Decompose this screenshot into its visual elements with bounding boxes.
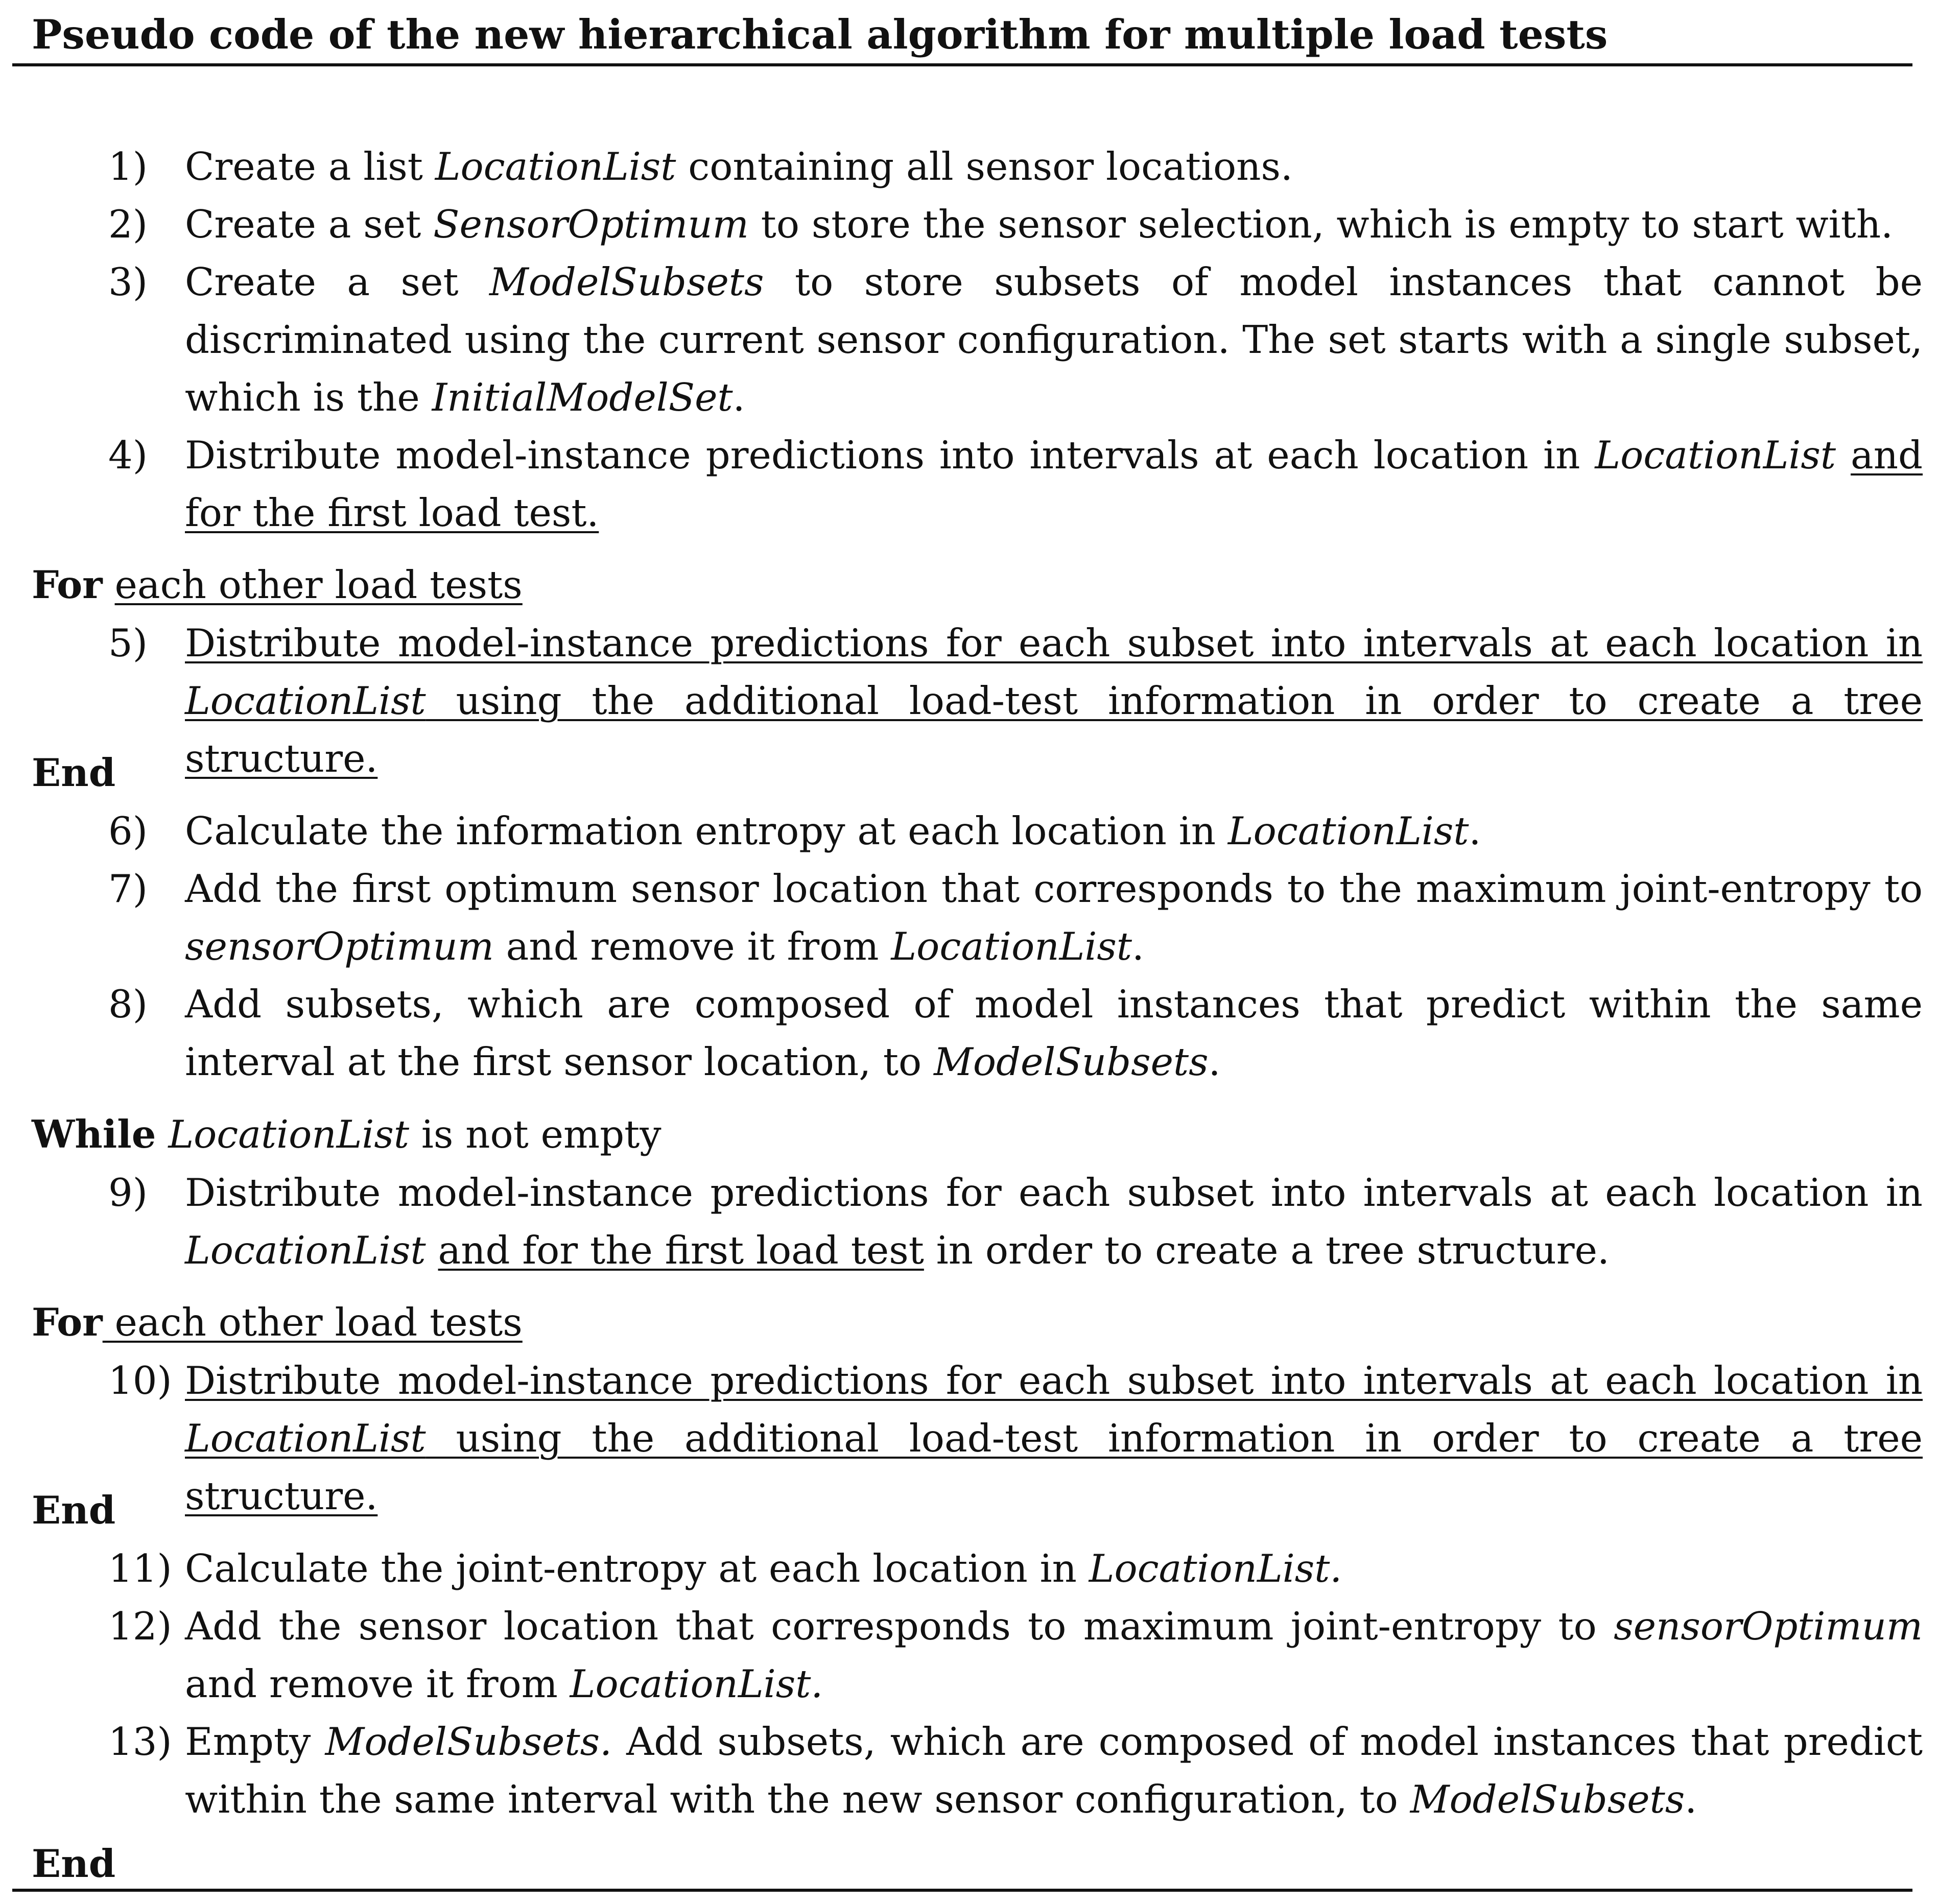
step-3 bbox=[0, 253, 1938, 426]
step-number: 7) bbox=[108, 866, 148, 911]
steps-block-3 bbox=[0, 802, 1938, 1091]
top-rule bbox=[12, 63, 1912, 66]
steps-block-6 bbox=[0, 1540, 1938, 1828]
step-text: Create a list LocationList containing all sensor locations. bbox=[185, 144, 1293, 189]
step-number: 8) bbox=[108, 982, 148, 1027]
step-5 bbox=[0, 614, 1938, 788]
steps-block-2 bbox=[0, 614, 1938, 788]
step-number: 2) bbox=[108, 202, 148, 247]
step-number: 1) bbox=[108, 144, 148, 189]
step-number: 9) bbox=[108, 1170, 148, 1215]
end-keyword-3: End bbox=[32, 1841, 116, 1886]
step-9 bbox=[0, 1164, 1938, 1279]
step-text: Add subsets, which are composed of model instances that predict within the same interval at the first sensor location, to ModelSubsets. bbox=[185, 982, 1923, 1084]
step-number: 12) bbox=[108, 1604, 172, 1649]
step-text: Calculate the information entropy at each location in LocationList. bbox=[185, 808, 1481, 853]
steps-block-4 bbox=[0, 1164, 1938, 1279]
step-7 bbox=[0, 860, 1938, 975]
step-2 bbox=[0, 196, 1938, 253]
step-11 bbox=[0, 1540, 1938, 1598]
step-12 bbox=[0, 1598, 1938, 1713]
step-13 bbox=[0, 1713, 1938, 1828]
step-number: 13) bbox=[108, 1719, 172, 1764]
end-keyword-1: End bbox=[32, 750, 116, 795]
step-number: 10) bbox=[108, 1358, 172, 1403]
step-text: Distribute model-instance predictions into intervals at each location in LocationList and for the first load test. bbox=[185, 433, 1923, 535]
step-text: Distribute model-instance predictions for each subset into intervals at each location in LocationList and for the first load test in order to create a tree structure. bbox=[185, 1170, 1923, 1273]
step-number: 5) bbox=[108, 621, 148, 665]
step-10 bbox=[0, 1352, 1938, 1525]
step-text: Add the sensor location that corresponds to maximum joint-entropy to sensorOptimum and remove it from LocationList. bbox=[185, 1604, 1923, 1706]
bottom-rule bbox=[12, 1889, 1912, 1892]
step-number: 4) bbox=[108, 433, 148, 478]
step-text: Create a set SensorOptimum to store the sensor selection, which is empty to start with. bbox=[185, 202, 1893, 247]
page-title: Pseudo code of the new hierarchical algorithm for multiple load tests bbox=[32, 11, 1608, 58]
end-keyword-2: End bbox=[32, 1488, 116, 1533]
step-text: Distribute model-instance predictions for each subset into intervals at each location in LocationList using the additional load-test information in order to create a tree structure. bbox=[185, 621, 1923, 781]
step-1 bbox=[0, 138, 1938, 196]
step-text: Add the first optimum sensor location that corresponds to the maximum joint-entropy to sensorOptimum and remove it from LocationList. bbox=[185, 866, 1923, 969]
step-number: 11) bbox=[108, 1546, 172, 1591]
while-keyword: While LocationList is not empty bbox=[32, 1112, 661, 1157]
step-6 bbox=[0, 802, 1938, 860]
step-4 bbox=[0, 426, 1938, 542]
step-text: Calculate the joint-entropy at each location in LocationList. bbox=[185, 1546, 1342, 1591]
for-keyword-2: For each other load tests bbox=[32, 1300, 523, 1345]
step-text: Create a set ModelSubsets to store subsets of model instances that cannot be discriminated using the current sensor configuration. The set starts with a single subset, which is the InitialModelSet. bbox=[185, 259, 1923, 420]
step-text: Distribute model-instance predictions for each subset into intervals at each location in LocationList using the additional load-test information in order to create a tree structure. bbox=[185, 1358, 1923, 1518]
step-number: 3) bbox=[108, 259, 148, 304]
steps-block-1 bbox=[0, 138, 1938, 542]
for-keyword-1: For each other load tests bbox=[32, 562, 523, 607]
step-8 bbox=[0, 975, 1938, 1091]
step-number: 6) bbox=[108, 808, 148, 853]
steps-block-5 bbox=[0, 1352, 1938, 1525]
step-text: Empty ModelSubsets. Add subsets, which are composed of model instances that predict within the same interval with the new sensor configuration, to ModelSubsets. bbox=[185, 1719, 1923, 1822]
